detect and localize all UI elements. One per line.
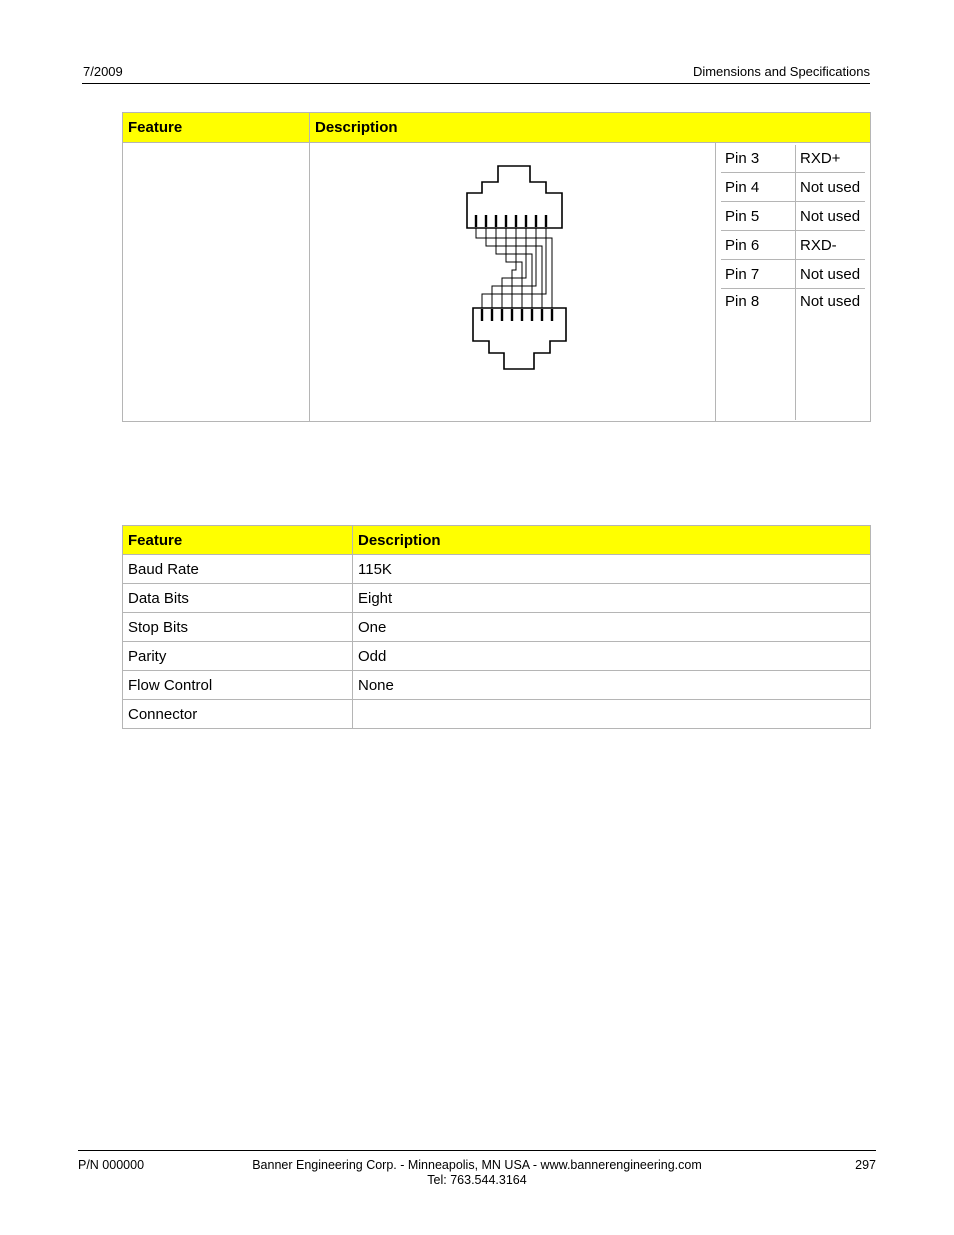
footer-divider bbox=[78, 1150, 876, 1151]
table-row bbox=[123, 613, 871, 642]
pin-signal: Not used bbox=[796, 289, 866, 420]
description-cell: None bbox=[353, 671, 871, 700]
feature-cell: Parity bbox=[123, 642, 353, 671]
pin-row bbox=[721, 289, 865, 420]
serial-settings-table bbox=[122, 525, 871, 729]
pin-number: Pin 3 bbox=[721, 145, 796, 173]
pinout-list bbox=[721, 145, 865, 420]
pin-number: Pin 5 bbox=[721, 202, 796, 231]
table-row bbox=[123, 700, 871, 729]
connector-pinout-table bbox=[122, 112, 871, 422]
footer-telephone: Tel: 763.544.3164 bbox=[427, 1173, 527, 1187]
table-row bbox=[123, 671, 871, 700]
pin-number: Pin 8 bbox=[721, 289, 796, 420]
footer-company-info bbox=[0, 1158, 954, 1188]
pinout-cell bbox=[716, 143, 871, 422]
column-header-feature: Feature bbox=[123, 526, 353, 555]
pin-signal: RXD- bbox=[796, 231, 866, 260]
table-header-row bbox=[123, 113, 871, 143]
column-header-feature: Feature bbox=[123, 113, 310, 143]
table-row bbox=[123, 584, 871, 613]
pin-number: Pin 7 bbox=[721, 260, 796, 289]
feature-cell: Flow Control bbox=[123, 671, 353, 700]
pin-signal: Not used bbox=[796, 202, 866, 231]
pin-number: Pin 6 bbox=[721, 231, 796, 260]
pin-signal: RXD+ bbox=[796, 145, 866, 173]
pin-row bbox=[721, 173, 865, 202]
pin-row bbox=[721, 260, 865, 289]
feature-cell: Stop Bits bbox=[123, 613, 353, 642]
table-row bbox=[123, 555, 871, 584]
footer-page-number: 297 bbox=[855, 1158, 876, 1172]
pin-row bbox=[721, 145, 865, 173]
table-row bbox=[123, 642, 871, 671]
pin-number: Pin 4 bbox=[721, 173, 796, 202]
description-cell bbox=[353, 700, 871, 729]
feature-cell: Connector bbox=[123, 700, 353, 729]
pin-row bbox=[721, 202, 865, 231]
description-cell: One bbox=[353, 613, 871, 642]
header-divider bbox=[82, 83, 870, 84]
pin-signal: Not used bbox=[796, 260, 866, 289]
description-cell: Odd bbox=[353, 642, 871, 671]
table-header-row bbox=[123, 526, 871, 555]
footer-part-number: P/N 000000 bbox=[78, 1158, 145, 1172]
column-header-description: Description bbox=[310, 113, 871, 143]
feature-cell: Data Bits bbox=[123, 584, 353, 613]
column-header-description: Description bbox=[353, 526, 871, 555]
feature-cell-empty bbox=[123, 143, 310, 422]
header-date: 7/2009 bbox=[83, 64, 123, 79]
diagram-cell bbox=[310, 143, 716, 422]
feature-cell: Baud Rate bbox=[123, 555, 353, 584]
description-cell: 115K bbox=[353, 555, 871, 584]
header-section-title: Dimensions and Specifications bbox=[692, 64, 870, 79]
table-row bbox=[123, 143, 871, 422]
pin-signal: Not used bbox=[796, 173, 866, 202]
description-cell: Eight bbox=[353, 584, 871, 613]
footer-company: Banner Engineering Corp. - Minneapolis, MN USA - www.bannerengineering.com bbox=[252, 1158, 702, 1172]
pin-row bbox=[721, 231, 865, 260]
rj45-wiring-diagram-icon bbox=[310, 143, 715, 417]
